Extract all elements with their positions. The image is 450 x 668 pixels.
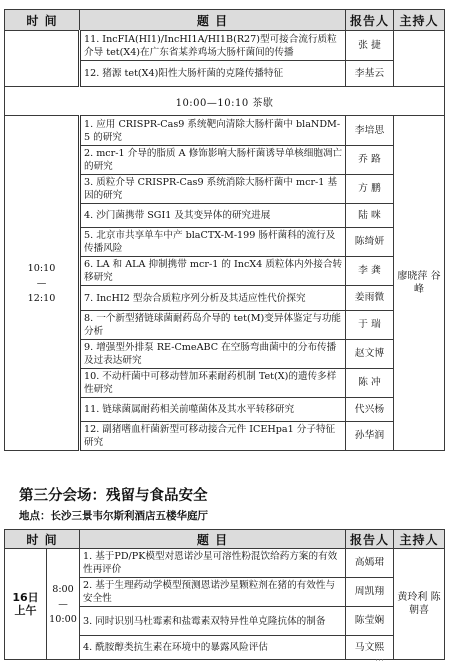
- time-separator: —: [36, 277, 47, 289]
- talk-reporter: 乔 路: [346, 146, 394, 175]
- talk-topic: 3. 同时识别马杜霉素和盐霉素双特异性单克隆抗体的制备: [80, 607, 346, 636]
- talk-reporter: 高嫣珺: [346, 549, 394, 578]
- header-topic: 题 目: [80, 10, 346, 31]
- talk-reporter: 于 瑞: [346, 311, 394, 340]
- talk-topic: 11. IncFIA(HI1)/IncHI1A/HI1B(R27)型可接合流行质粒介导 tet(X4)在广东省某养鸡场大肠杆菌间的传播: [80, 31, 346, 61]
- talk-reporter: 孙华润: [346, 422, 394, 451]
- talk-reporter: 马文熙: [346, 636, 394, 660]
- table-row: [5, 31, 445, 61]
- session-time: [47, 549, 80, 660]
- header-host: 主持人: [394, 10, 445, 31]
- header-reporter: 报告人: [346, 530, 394, 549]
- talk-topic: 3. 质粒介导 CRISPR-Cas9 系统消除大肠杆菌中 mcr-1 基因的研究: [80, 175, 346, 204]
- host-cell-empty: [394, 31, 445, 87]
- time-start: 8:00: [52, 583, 74, 595]
- talk-topic: 11. 链球菌属耐药相关前噬菌体及其水平转移研究: [80, 398, 346, 422]
- talk-reporter: 方 鹏: [346, 175, 394, 204]
- talk-topic: 1. 基于PD/PK模型对恩诺沙星可溶性粉混饮给药方案的有效性再评价: [80, 549, 346, 578]
- talk-reporter: 李培思: [346, 116, 394, 146]
- talk-reporter: 李 龚: [346, 257, 394, 286]
- talk-topic: 10. 不动杆菌中可移动替加环素耐药机制 Tet(X)的遗传多样性研究: [80, 369, 346, 398]
- table-row: [5, 116, 445, 146]
- talk-topic: 7. IncHI2 型杂合质粒序列分析及其适应性代价探究: [80, 286, 346, 311]
- talk-topic: 1. 应用 CRISPR-Cas9 系统靶向清除大肠杆菌中 blaNDM-5 的研究: [80, 116, 346, 146]
- schedule-table-session-2: [4, 9, 445, 451]
- talk-topic: 8. 一个新型猪链球菌耐药岛介导的 tet(M)变异体鉴定与功能分析: [80, 311, 346, 340]
- footer-mark: ⋯: [375, 656, 384, 666]
- talk-topic: 2. 基于生理药动学模型预测恩诺沙星颗粒剂在猪的有效性与安全性: [80, 578, 346, 607]
- tea-break: 10:00—10:10 茶歇: [5, 87, 445, 116]
- header-topic: 题 目: [80, 530, 346, 549]
- header-time: 时 间: [5, 10, 80, 31]
- talk-reporter: 陈莹娴: [346, 607, 394, 636]
- time-separator: —: [58, 598, 68, 610]
- talk-reporter: 姜雨微: [346, 286, 394, 311]
- talk-reporter: 赵文博: [346, 340, 394, 369]
- talk-topic: 9. 增强型外排泵 RE-CmeABC 在空肠弯曲菌中的分布传播及过表达研究: [80, 340, 346, 369]
- header-reporter: 报告人: [346, 10, 394, 31]
- session-host: 黄玲利 陈朝喜: [394, 549, 445, 660]
- talk-reporter: 陈 冲: [346, 369, 394, 398]
- table-header-row: [5, 10, 445, 31]
- session-day: 16日 上午: [5, 549, 47, 660]
- section-location: 地点：长沙三景韦尔斯利酒店五楼华庭厅: [19, 510, 208, 522]
- talk-reporter: 李基云: [346, 61, 394, 87]
- session-host: 廖晓萍 谷 峰: [394, 116, 445, 451]
- schedule-table-session-3: [4, 529, 445, 660]
- talk-topic: 4. 酰胺醇类抗生素在环境中的暴露风险评估: [80, 636, 346, 660]
- talk-topic: 5. 北京市共享单车中产 blaCTX-M-199 肠杆菌科的流行及传播风险: [80, 228, 346, 257]
- talk-reporter: 陈绮妍: [346, 228, 394, 257]
- talk-reporter: 代兴杨: [346, 398, 394, 422]
- tea-break-row: [5, 87, 445, 116]
- talk-topic: 4. 沙门菌携带 SGI1 及其变异体的研究进展: [80, 204, 346, 228]
- time-end: 10:00: [49, 613, 77, 625]
- talk-topic: 6. LA 和 ALA 抑制携带 mcr-1 的 IncX4 质粒体内外接合转移研究: [80, 257, 346, 286]
- time-start: 10:10: [27, 262, 56, 274]
- session-time: [5, 116, 80, 451]
- talk-topic: 2. mcr-1 介导的脂质 A 修饰影响大肠杆菌诱导单核细胞凋亡的研究: [80, 146, 346, 175]
- talk-reporter: 陆 咪: [346, 204, 394, 228]
- talk-topic: 12. 副猪嗜血杆菌新型可移动接合元件 ICEHpa1 分子特征研究: [80, 422, 346, 451]
- talk-topic: 12. 猪源 tet(X4)阳性大肠杆菌的克隆传播特征: [80, 61, 346, 87]
- section-title: 第三分会场：残留与食品安全: [19, 488, 208, 504]
- time-cell-empty: [5, 31, 80, 87]
- header-time: 时 间: [5, 530, 80, 549]
- header-host: 主持人: [394, 530, 445, 549]
- time-end: 12:10: [27, 292, 56, 304]
- table-row: [5, 549, 445, 578]
- table-header-row: [5, 530, 445, 549]
- talk-reporter: 周凯翔: [346, 578, 394, 607]
- talk-reporter: 张 捷: [346, 31, 394, 61]
